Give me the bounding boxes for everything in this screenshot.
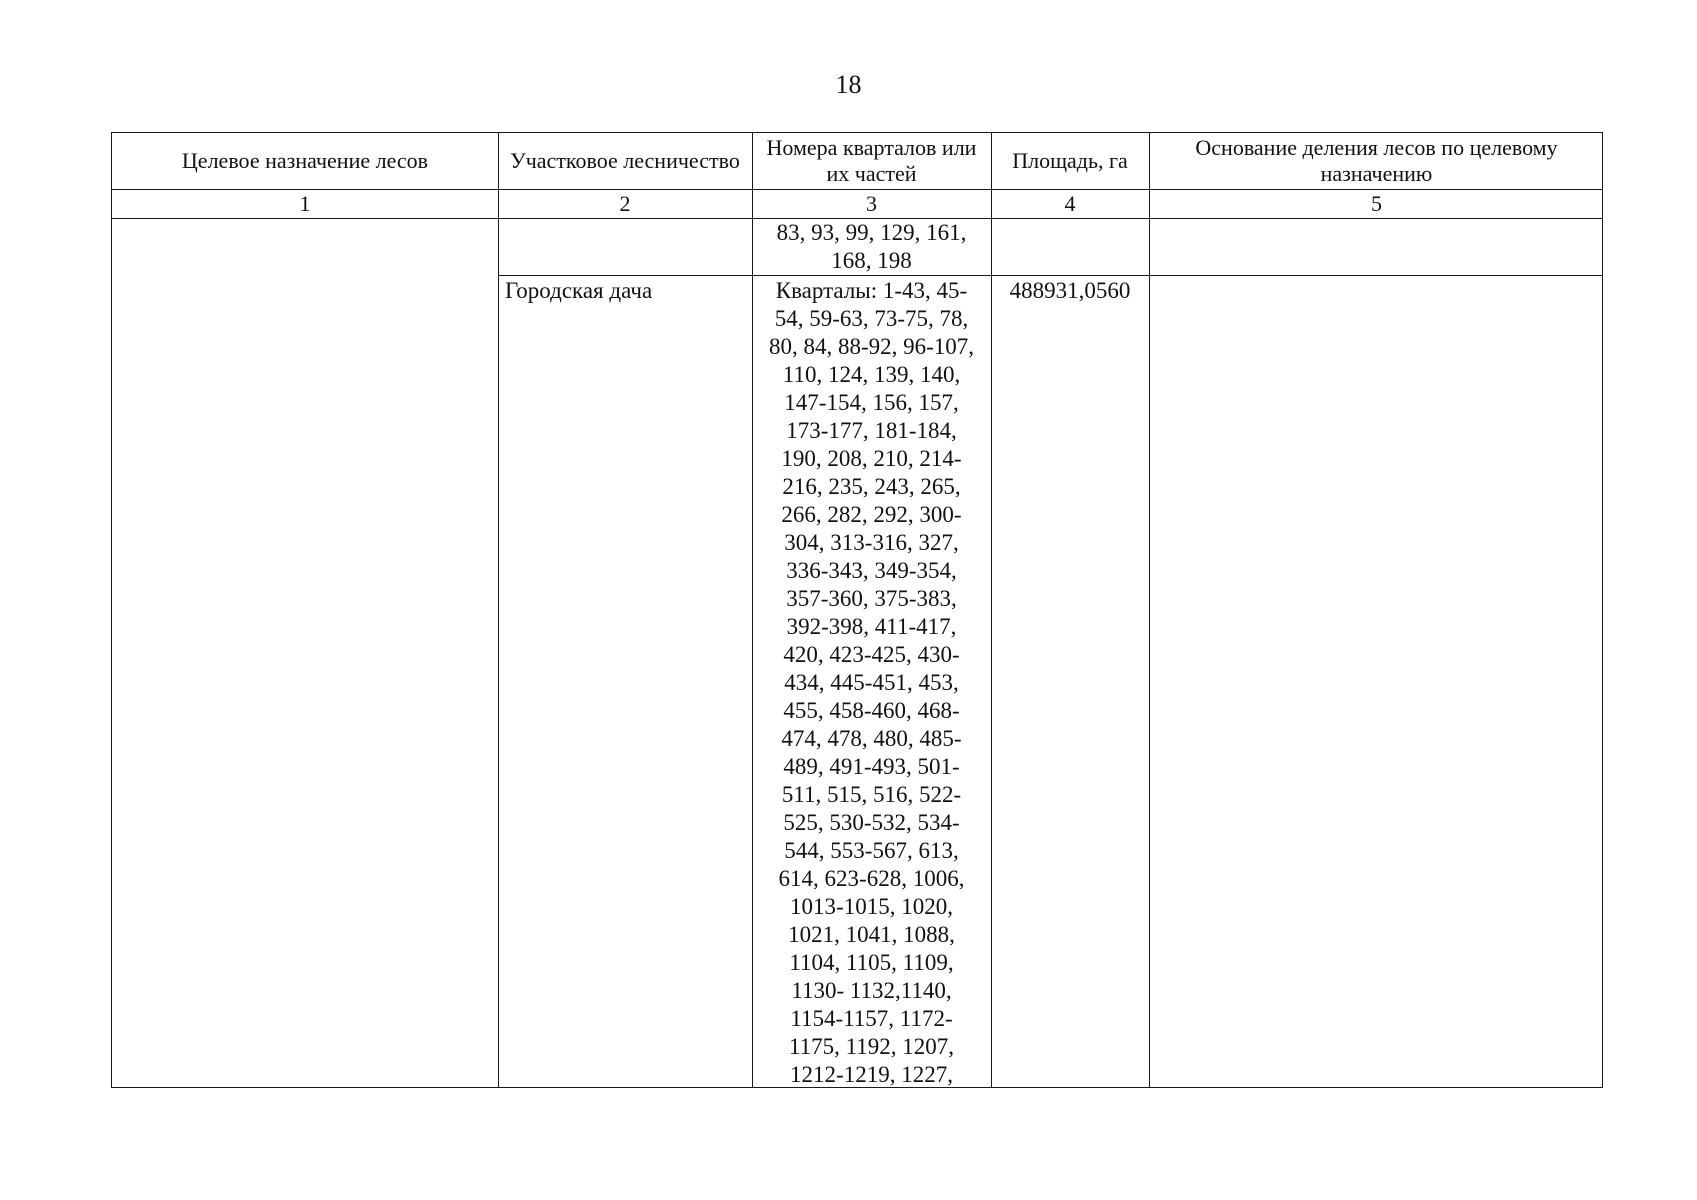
column-number-2: 2 <box>619 191 631 216</box>
column-number-4: 4 <box>1064 191 1076 216</box>
quarters-line: 1013-1015, 1020, <box>790 894 953 919</box>
header-area: Площадь, га <box>1012 148 1128 173</box>
quarters-line: 474, 478, 480, 485- <box>781 726 962 751</box>
quarters-line: 304, 313-316, 327, <box>784 530 959 555</box>
quarters-line: 190, 208, 210, 214- <box>781 446 962 471</box>
quarters-line: 83, 93, 99, 129, 161, <box>776 220 967 245</box>
quarters-line: 110, 124, 139, 140, <box>782 362 961 387</box>
quarters-line: 1104, 1105, 1109, <box>789 950 954 975</box>
quarters-line: 614, 623-628, 1006, <box>778 866 965 891</box>
column-divider <box>498 133 499 1087</box>
quarters-line: 1154-1157, 1172- <box>790 1006 953 1031</box>
row-divider <box>498 275 1602 276</box>
header-quarters: Номера кварталов или их частей <box>766 135 977 186</box>
table-row-2-area: 488931,0560 <box>1009 278 1131 303</box>
column-number-1: 1 <box>299 191 311 216</box>
quarters-line: 544, 553-567, 613, <box>784 838 959 863</box>
quarters-line: 357-360, 375-383, <box>786 586 957 611</box>
quarters-line: 1175, 1192, 1207, <box>788 1034 955 1059</box>
quarters-line: 173-177, 181-184, <box>786 418 957 443</box>
forest-purpose-table <box>111 132 1603 1088</box>
quarters-line: 525, 530-532, 534- <box>783 810 960 835</box>
quarters-line: 336-343, 349-354, <box>786 558 957 583</box>
quarters-line: 420, 423-425, 430- <box>783 642 960 667</box>
quarters-line: 1021, 1041, 1088, <box>788 922 955 947</box>
quarters-line: 54, 59-63, 73-75, 78, <box>774 306 969 331</box>
table-row-2-quarters <box>752 277 991 1089</box>
header-forestry: Участковое лесничество <box>510 148 740 173</box>
table-row-2-forestry: Городская дача <box>505 278 653 303</box>
column-number-3: 3 <box>866 191 877 216</box>
quarters-line: 216, 235, 243, 265, <box>782 474 961 499</box>
header-basis: Основание деления лесов по целевому назначению <box>1195 135 1558 186</box>
quarters-line: 489, 491-493, 501- <box>783 754 960 779</box>
quarters-line: 455, 458-460, 468- <box>783 698 960 723</box>
quarters-line: 511, 515, 516, 522- <box>781 782 962 807</box>
quarters-line: 392-398, 411-417, <box>786 614 957 639</box>
quarters-line: 1130- 1132,1140, <box>791 978 952 1003</box>
column-number-5: 5 <box>1371 191 1382 216</box>
quarters-line: 266, 282, 292, 300- <box>781 502 962 527</box>
quarters-line: 147-154, 156, 157, <box>784 390 959 415</box>
page-number: 18 <box>835 70 862 99</box>
header-purpose: Целевое назначение лесов <box>181 148 429 173</box>
quarters-line: 434, 445-451, 453, <box>784 670 959 695</box>
quarters-line: 1212-1219, 1227, <box>790 1062 953 1087</box>
quarters-line: 80, 84, 88-92, 96-107, <box>768 334 975 359</box>
table-row-1-quarters <box>752 219 991 275</box>
quarters-line: Кварталы: 1-43, 45- <box>775 278 968 303</box>
column-divider <box>1149 133 1150 1087</box>
quarters-line: 168, 198 <box>831 248 912 273</box>
